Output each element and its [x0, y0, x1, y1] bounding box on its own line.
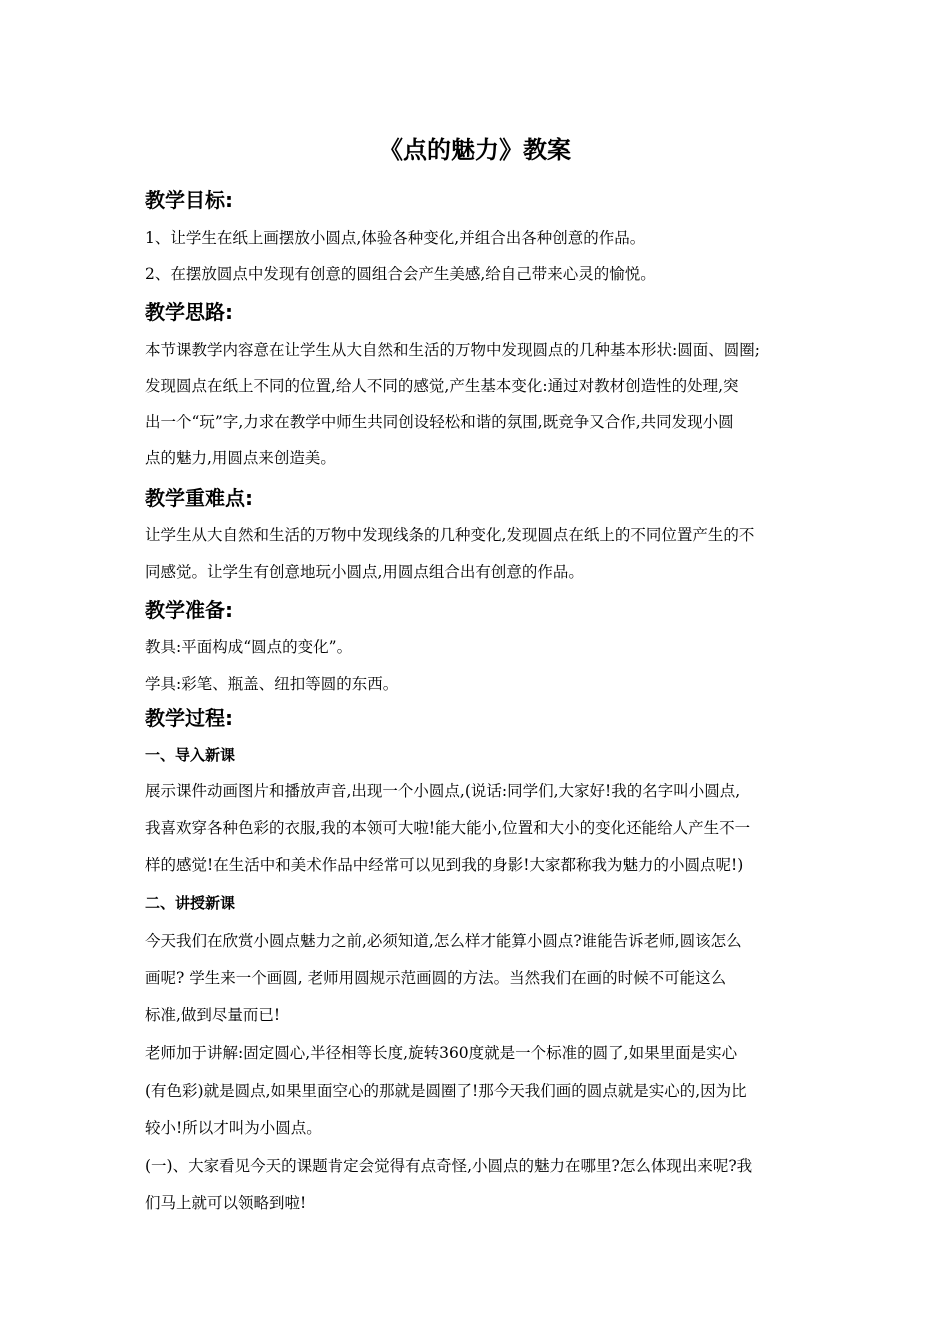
teacher-materials: 教具:平面构成“圆点的变化”。 [145, 638, 353, 656]
objective-item-1: 1、让学生在纸上画摆放小圆点,体验各种变化,并组合出各种创意的作品。 [145, 229, 646, 247]
process-heading: 教学过程: [145, 706, 233, 730]
section2-line: 较小!所以才叫为小圆点。 [145, 1119, 322, 1137]
section2-line: (一)、大家看见今天的课题肯定会觉得有点奇怪,小圆点的魅力在哪里?怎么体现出来呢?我 [145, 1157, 753, 1175]
objectives-heading: 教学目标: [145, 188, 233, 212]
approach-heading: 教学思路: [145, 300, 233, 324]
section2-line: 标准,做到尽量而已! [145, 1006, 281, 1024]
approach-line: 本节课教学内容意在让学生从大自然和生活的万物中发现圆点的几种基本形状:圆面、圆圈; [145, 341, 760, 359]
key-points-line: 同感觉。让学生有创意地玩小圆点,用圆点组合出有创意的作品。 [145, 563, 584, 581]
section2-heading: 二、讲授新课 [145, 894, 236, 912]
approach-line: 发现圆点在纸上不同的位置,给人不同的感觉,产生基本变化:通过对教材创造性的处理,突 [145, 377, 739, 395]
key-points-heading: 教学重难点: [145, 486, 253, 510]
approach-line: 出一个“玩”字,力求在教学中师生共同创设轻松和谐的氛围,既竞争又合作,共同发现小圆 [145, 413, 734, 431]
document-title: 《点的魅力》教案 [379, 136, 571, 164]
section1-line: 样的感觉!在生活中和美术作品中经常可以见到我的身影!大家都称我为魅力的小圆点呢!) [145, 856, 744, 874]
objective-item-2: 2、在摆放圆点中发现有创意的圆组合会产生美感,给自己带来心灵的愉悦。 [145, 265, 656, 283]
section1-line: 我喜欢穿各种色彩的衣服,我的本领可大啦!能大能小,位置和大小的变化还能给人产生不一 [145, 819, 751, 837]
key-points-line: 让学生从大自然和生活的万物中发现线条的几种变化,发现圆点在纸上的不同位置产生的不 [145, 526, 755, 544]
approach-line: 点的魅力,用圆点来创造美。 [145, 449, 336, 467]
student-materials: 学具:彩笔、瓶盖、纽扣等圆的东西。 [145, 675, 399, 693]
section2-line: (有色彩)就是圆点,如果里面空心的那就是圆圈了!那今天我们画的圆点就是实心的,因为比 [145, 1082, 747, 1100]
section2-line: 老师加于讲解:固定圆心,半径相等长度,旋转360度就是一个标准的圆了,如果里面是实心 [145, 1044, 738, 1062]
section1-line: 展示课件动画图片和播放声音,出现一个小圆点,(说话:同学们,大家好!我的名字叫小圆点, [145, 782, 741, 800]
section2-line: 画呢? 学生来一个画圆, 老师用圆规示范画圆的方法。当然我们在画的时候不可能这么 [145, 969, 727, 987]
section1-heading: 一、导入新课 [145, 746, 236, 764]
section2-line: 今天我们在欣赏小圆点魅力之前,必须知道,怎么样才能算小圆点?谁能告诉老师,圆该怎么 [145, 932, 742, 950]
section2-line: 们马上就可以领略到啦! [145, 1194, 307, 1212]
preparation-heading: 教学准备: [145, 598, 233, 622]
